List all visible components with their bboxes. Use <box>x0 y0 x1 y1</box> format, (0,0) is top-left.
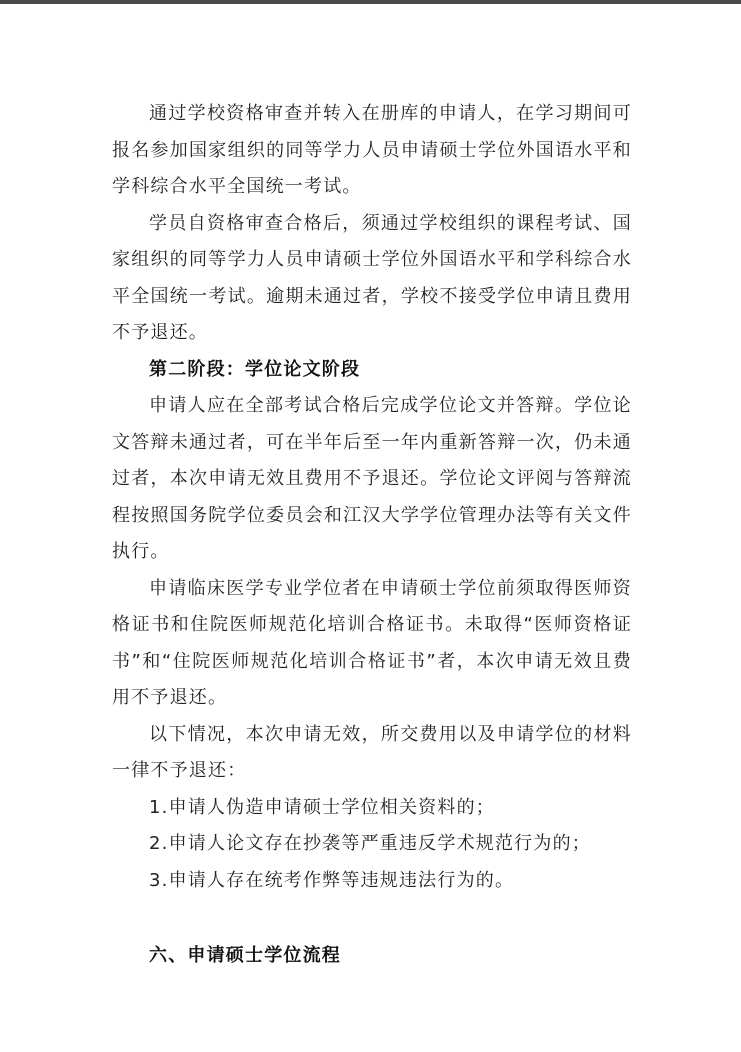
paragraph-clinical-medicine: 申请临床医学专业学位者在申请硕士学位前须取得医师资格证书和住院医师规范化培训合格证书。未取得“医师资格证书”和“住院医师规范化培训合格证书”者，本次申请无效且费用不予退还。 <box>112 577 632 708</box>
list-item-forgery: 1.申请人伪造申请硕士学位相关资料的； <box>149 796 495 818</box>
paragraph-invalid-conditions: 以下情况，本次申请无效，所交费用以及申请学位的材料一律不予退还： <box>112 723 632 781</box>
stage2-heading: 第二阶段：学位论文阶段 <box>149 358 361 380</box>
section6-heading: 六、申请硕士学位流程 <box>149 945 341 966</box>
section-spacer <box>112 899 632 938</box>
top-border <box>0 0 741 4</box>
document-page <box>112 96 632 975</box>
paragraph-exam-registration: 通过学校资格审查并转入在册库的申请人，在学习期间可报名参加国家组织的同等学力人员申请硕士学位外国语水平和学科综合水平全国统一考试。 <box>112 103 632 197</box>
list-item-cheating: 3.申请人存在统考作弊等违规违法行为的。 <box>149 869 515 891</box>
paragraph-exam-requirements: 学员自资格审查合格后，须通过学校组织的课程考试、国家组织的同等学力人员申请硕士学位外国语水平和学科综合水平全国统一考试。逾期未通过者，学校不接受学位申请且费用不予退还。 <box>112 212 632 343</box>
paragraph-thesis-defense: 申请人应在全部考试合格后完成学位论文并答辩。学位论文答辩未通过者，可在半年后至一年内重新答辩一次，仍未通过者，本次申请无效且费用不予退还。学位论文评阅与答辩流程按照国务院学位委员会和江汉大学学位管理办法等有关文件执行。 <box>112 395 632 562</box>
list-item-plagiarism: 2.申请人论文存在抄袭等严重违反学术规范行为的； <box>149 833 591 854</box>
